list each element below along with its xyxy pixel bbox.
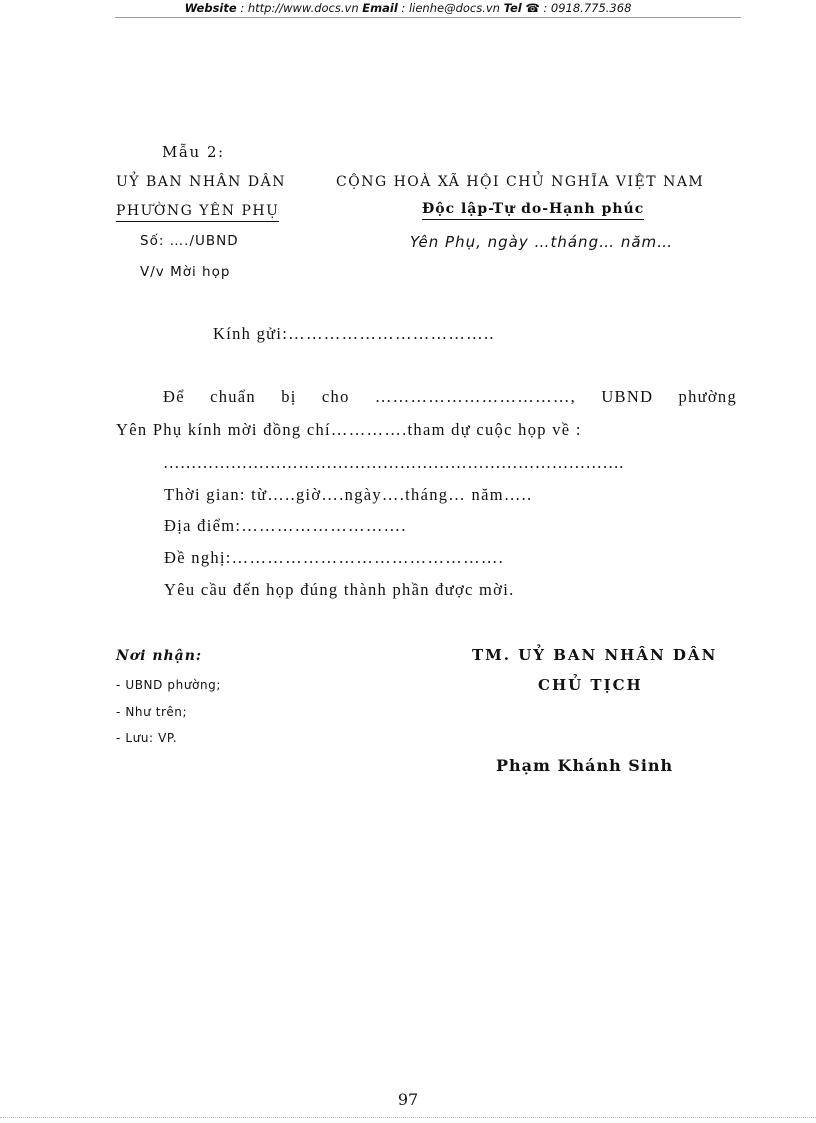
signer-name: Phạm Khánh Sinh xyxy=(496,756,674,775)
recipient-item: - Lưu: VP. xyxy=(116,731,178,745)
recipients-title: Nơi nhận: xyxy=(116,648,203,664)
on-behalf-title: TM. UỶ BAN NHÂN DÂN xyxy=(472,646,718,664)
page-header xyxy=(0,0,816,16)
nation-title: CỘNG HOÀ XÃ HỘI CHỦ NGHĨA VIỆT NAM xyxy=(336,174,705,190)
body-line-1: Để chuẩn bị cho ……………………………, UBND phường xyxy=(163,387,737,406)
email-value: : lienhe@docs.vn xyxy=(397,1,504,15)
meeting-time: Thời gian: từ…..giờ….ngày….tháng… năm….. xyxy=(164,485,533,504)
header-divider xyxy=(115,17,741,18)
meeting-place: Địa điểm:………………………. xyxy=(164,516,407,535)
motto xyxy=(422,201,644,217)
tel-label: Tel xyxy=(503,1,522,15)
email-label: Email xyxy=(362,1,398,15)
page-number: 97 xyxy=(397,1090,419,1109)
position-title: CHỦ TỊCH xyxy=(538,676,643,694)
tel-value: : 0918.775.368 xyxy=(539,1,632,15)
website-value: : http://www.docs.vn xyxy=(236,1,363,15)
proposal: Đề nghị:………………………………………. xyxy=(164,548,505,567)
website-label: Website xyxy=(184,1,237,15)
document-number: Số: …./UBND xyxy=(140,233,239,249)
form-label: Mẫu 2: xyxy=(162,143,225,161)
recipient-line: Kính gửi:…………………………….. xyxy=(213,324,495,343)
org-name: UỶ BAN NHÂN DÂN xyxy=(116,174,286,190)
request: Yêu cầu đến họp đúng thành phần được mời. xyxy=(164,580,515,599)
recipient-item: - Như trên; xyxy=(116,705,188,719)
footer-divider xyxy=(0,1117,816,1118)
body-line-3: ………………………………………………………………………. xyxy=(163,453,624,472)
motto-text: Độc lập-Tự do-Hạnh phúc xyxy=(422,201,644,220)
recipient-item: - UBND phường; xyxy=(116,678,222,692)
place-date: Yên Phụ, ngày …tháng… năm… xyxy=(410,233,674,251)
ward-name-text: PHƯỜNG YÊN PHỤ xyxy=(116,203,279,222)
document-subject: V/v Mời họp xyxy=(140,264,231,280)
body-line-2: Yên Phụ kính mời đồng chí………….tham dự cuộc họp về : xyxy=(116,420,582,439)
phone-icon: ☎ xyxy=(525,1,540,15)
ward-name xyxy=(116,203,279,219)
